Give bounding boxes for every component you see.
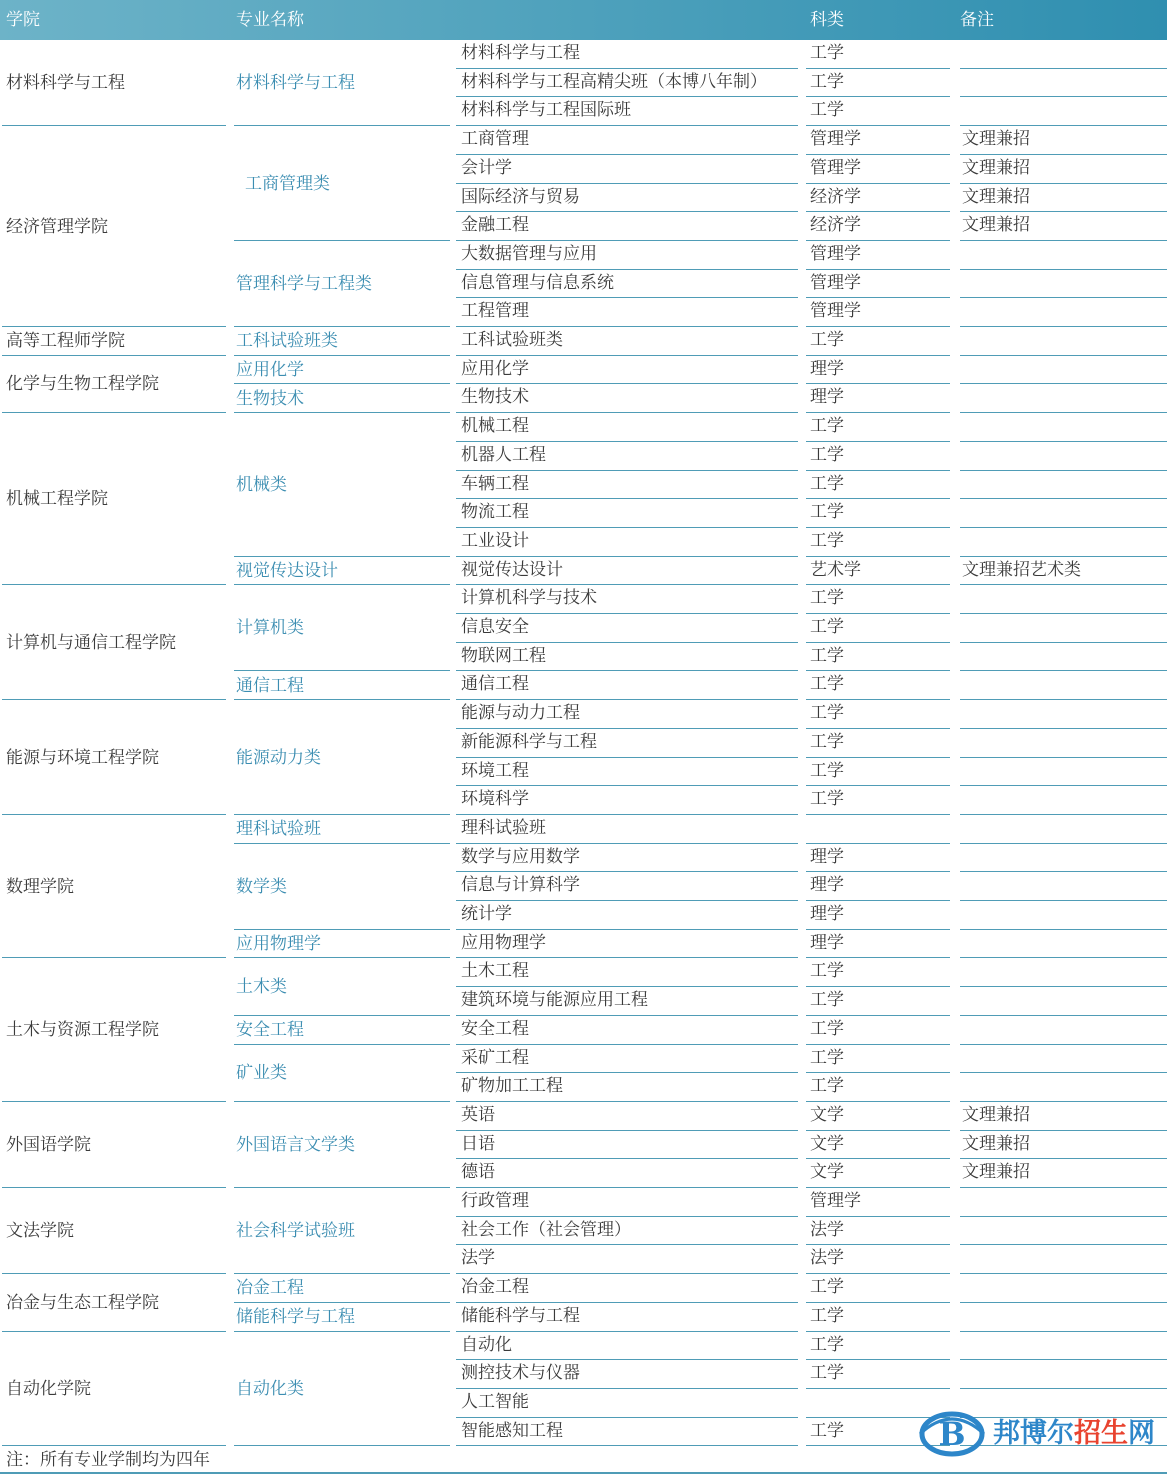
major-group-cell: 社会科学试验班: [236, 1221, 355, 1242]
college-rule: [2, 1331, 226, 1332]
subject-cell: 经济学: [810, 186, 861, 207]
college-cell: 自动化学院: [6, 1378, 91, 1399]
group-rule: [234, 125, 450, 126]
college-cell: 化学与生物工程学院: [6, 374, 159, 395]
remark-row-rule: [960, 68, 1167, 69]
remark-row-rule: [960, 1216, 1167, 1217]
svg-text:B: B: [938, 1415, 966, 1453]
subject-cell: 工学: [810, 1305, 844, 1326]
major-cell: 金融工程: [461, 215, 529, 236]
remark-row-rule: [960, 957, 1167, 958]
subject-cell: 理学: [810, 904, 844, 924]
subject-cell: 理学: [810, 358, 844, 379]
subject-cell: 法学: [810, 1219, 844, 1240]
subject-cell: 工学: [810, 416, 844, 437]
watermark-text: [993, 1416, 1155, 1452]
major-cell: 材料科学与工程: [461, 43, 580, 63]
major-group-cell: 材料科学与工程: [236, 73, 355, 94]
remark-row-rule: [960, 470, 1167, 471]
remark-row-rule: [960, 1359, 1167, 1360]
remark-cell: 文理兼招: [962, 157, 1030, 178]
footer-note: 注：所有专业学制均为四年: [6, 1450, 210, 1470]
major-row-rule: [456, 1445, 798, 1446]
subject-cell: 工学: [810, 1277, 844, 1298]
group-rule: [234, 412, 450, 413]
bottom-rule: [0, 1472, 1167, 1474]
college-cell: 高等工程师学院: [6, 331, 125, 352]
remark-row-rule: [960, 900, 1167, 901]
subject-cell: 管理学: [810, 243, 861, 264]
college-rule: [2, 584, 226, 585]
group-rule: [234, 843, 450, 844]
remark-cell: 文理兼招: [962, 1104, 1030, 1125]
major-cell: 数学与应用数学: [461, 846, 580, 867]
group-rule: [234, 240, 450, 241]
major-cell: 环境工程: [461, 760, 529, 781]
major-cell: 新能源科学与工程: [461, 731, 597, 752]
remark-cell: 文理兼招: [962, 129, 1030, 150]
remark-cell: 文理兼招: [962, 1162, 1030, 1183]
major-cell: 自动化: [461, 1334, 512, 1355]
college-rule: [2, 355, 226, 356]
major-group-cell: 安全工程: [236, 1020, 304, 1041]
remark-row-rule: [960, 1072, 1167, 1073]
major-cell: 计算机科学与技术: [461, 588, 597, 609]
major-cell: 土木工程: [461, 961, 529, 982]
group-rule: [234, 584, 450, 585]
major-cell: 物流工程: [461, 502, 529, 523]
major-group-cell: 自动化类: [236, 1378, 304, 1399]
subject-cell: 工学: [810, 617, 844, 637]
subject-cell: 管理学: [810, 1191, 861, 1211]
subject-cell: 管理学: [810, 157, 861, 178]
remark-row-rule: [960, 1015, 1167, 1016]
major-cell: 工商管理: [461, 129, 529, 150]
major-cell: 机械工程: [461, 416, 529, 437]
major-cell: 冶金工程: [461, 1277, 529, 1298]
remark-row-rule: [960, 1187, 1167, 1188]
remark-row-rule: [960, 1388, 1167, 1389]
remark-row-rule: [960, 441, 1167, 442]
subject-cell: 工学: [810, 1047, 844, 1068]
remark-row-rule: [960, 757, 1167, 758]
major-group-cell: 管理科学与工程类: [236, 273, 372, 294]
subject-cell: 工学: [810, 530, 844, 551]
subject-cell: 法学: [810, 1248, 844, 1269]
subject-cell: 管理学: [810, 272, 861, 293]
major-cell: 材料科学与工程高精尖班（本博八年制）: [461, 71, 767, 92]
major-cell: 日语: [461, 1133, 495, 1154]
major-cell: 社会工作（社会管理）: [461, 1219, 631, 1240]
major-cell: 英语: [461, 1104, 495, 1125]
remark-row-rule: [960, 1044, 1167, 1045]
remark-row-rule: [960, 355, 1167, 356]
major-group-cell: 土木类: [236, 977, 287, 998]
subject-cell: 工学: [810, 760, 844, 781]
subject-cell: 理学: [810, 932, 844, 953]
watermark-part1: 邦博尔: [993, 1418, 1074, 1449]
major-group-cell: 数学类: [236, 876, 287, 897]
remark-row-rule: [960, 642, 1167, 643]
major-cell: 能源与动力工程: [461, 703, 580, 724]
watermark-part3: 网: [1128, 1418, 1155, 1449]
major-row-rule: [456, 1244, 798, 1245]
remark-row-rule: [960, 383, 1167, 384]
subject-cell: 艺术学: [810, 559, 861, 580]
subject-cell: 工学: [810, 961, 844, 982]
major-group-cell: 应用化学: [236, 360, 304, 381]
major-group-cell: 能源动力类: [236, 747, 321, 768]
college-cell: 经济管理学院: [6, 216, 108, 237]
major-cell: 机器人工程: [461, 444, 546, 465]
remark-row-rule: [960, 871, 1167, 872]
subject-cell: 理学: [810, 846, 844, 867]
remark-row-rule: [960, 929, 1167, 930]
subject-cell: 工学: [810, 1018, 844, 1039]
subject-row-rule: [806, 814, 950, 815]
major-group-cell: 生物技术: [236, 388, 304, 409]
major-group-cell: 理科试验班: [236, 819, 321, 840]
subject-cell: 经济学: [810, 215, 861, 236]
major-cell: 材料科学与工程国际班: [461, 100, 631, 121]
group-rule: [234, 1445, 450, 1446]
major-group-cell: 应用物理学: [236, 934, 321, 955]
header-subject: 科类: [810, 10, 844, 30]
major-cell: 信息管理与信息系统: [461, 272, 614, 293]
subject-cell: 工学: [810, 71, 844, 92]
major-cell: 行政管理: [461, 1191, 529, 1211]
subject-cell: 工学: [810, 703, 844, 724]
college-cell: 能源与环境工程学院: [6, 747, 159, 768]
major-row-rule: [456, 1158, 798, 1159]
major-cell: 法学: [461, 1248, 495, 1269]
major-cell: 通信工程: [461, 674, 529, 695]
major-group-cell: 工商管理类: [245, 173, 330, 194]
subject-cell: 工学: [810, 1363, 844, 1384]
major-group-cell: 工科试验班类: [236, 331, 338, 352]
major-cell: 应用化学: [461, 358, 529, 379]
major-cell: 测控技术与仪器: [461, 1363, 580, 1384]
remark-cell: 文理兼招艺术类: [962, 559, 1081, 580]
college-rule: [2, 125, 226, 126]
remark-cell: 文理兼招: [962, 1133, 1030, 1154]
major-cell: 工科试验班类: [461, 330, 563, 350]
major-cell: 安全工程: [461, 1018, 529, 1039]
header-remark: 备注: [960, 10, 994, 30]
major-group-cell: 储能科学与工程: [236, 1307, 355, 1328]
major-cell: 矿物加工工程: [461, 1076, 563, 1097]
watermark-part2: 招生: [1074, 1418, 1128, 1449]
remark-row-rule: [960, 269, 1167, 270]
major-cell: 储能科学与工程: [461, 1305, 580, 1326]
watermark-b-icon: [918, 1410, 988, 1458]
group-rule: [234, 1044, 450, 1045]
major-cell: 工业设计: [461, 530, 529, 551]
remark-cell: 文理兼招: [962, 215, 1030, 236]
major-cell: 智能感知工程: [461, 1420, 563, 1441]
college-rule: [2, 1273, 226, 1274]
major-group-cell: 矿业类: [236, 1063, 287, 1084]
header-major-name: 专业名称: [236, 10, 304, 30]
major-cell: 信息与计算科学: [461, 875, 580, 896]
major-cell: 生物技术: [461, 387, 529, 408]
remark-row-rule: [960, 96, 1167, 97]
college-cell: 材料科学与工程: [6, 73, 125, 94]
subject-cell: 文学: [810, 1162, 844, 1183]
group-rule: [234, 1101, 450, 1102]
college-cell: 数理学院: [6, 876, 74, 897]
college-rule: [2, 1101, 226, 1102]
major-cell: 环境科学: [461, 789, 529, 810]
subject-cell: 工学: [810, 731, 844, 752]
header-college: 学院: [6, 10, 40, 30]
remark-row-rule: [960, 498, 1167, 499]
remark-row-rule: [960, 412, 1167, 413]
major-cell: 工程管理: [461, 301, 529, 322]
major-cell: 视觉传达设计: [461, 559, 563, 580]
group-rule: [234, 1187, 450, 1188]
remark-row-rule: [960, 584, 1167, 585]
college-cell: 计算机与通信工程学院: [6, 632, 176, 653]
subject-cell: 工学: [810, 990, 844, 1011]
major-cell: 应用物理学: [461, 932, 546, 953]
remark-row-rule: [960, 527, 1167, 528]
major-group-cell: 计算机类: [236, 618, 304, 639]
subject-cell: 理学: [810, 387, 844, 408]
subject-cell: 工学: [810, 502, 844, 523]
major-cell: 统计学: [461, 904, 512, 924]
major-group-cell: 通信工程: [236, 675, 304, 696]
remark-row-rule: [960, 297, 1167, 298]
subject-cell: 工学: [810, 1420, 844, 1441]
subject-cell: 管理学: [810, 129, 861, 150]
watermark-logo: [918, 1410, 1158, 1458]
remark-row-rule: [960, 240, 1167, 241]
subject-cell: 理学: [810, 875, 844, 896]
major-cell: 德语: [461, 1162, 495, 1183]
remark-row-rule: [960, 843, 1167, 844]
remark-row-rule: [960, 1302, 1167, 1303]
college-cell: 外国语学院: [6, 1134, 91, 1155]
subject-cell: 管理学: [810, 301, 861, 322]
subject-cell: 工学: [810, 100, 844, 121]
major-cell: 国际经济与贸易: [461, 186, 580, 207]
remark-row-rule: [960, 326, 1167, 327]
college-rule: [2, 1187, 226, 1188]
major-cell: 物联网工程: [461, 645, 546, 666]
remark-row-rule: [960, 1244, 1167, 1245]
remark-row-rule: [960, 1331, 1167, 1332]
subject-cell: 工学: [810, 43, 844, 63]
major-cell: 人工智能: [461, 1391, 529, 1412]
subject-cell: 工学: [810, 1334, 844, 1355]
remark-cell: 文理兼招: [962, 186, 1030, 207]
major-cell: 会计学: [461, 157, 512, 178]
remark-row-rule: [960, 670, 1167, 671]
college-cell: 机械工程学院: [6, 489, 108, 510]
college-cell: 文法学院: [6, 1221, 74, 1242]
group-rule: [234, 957, 450, 958]
major-cell: 信息安全: [461, 617, 529, 637]
remark-row-rule: [960, 699, 1167, 700]
major-cell: 理科试验班: [461, 817, 546, 838]
subject-cell: 工学: [810, 1076, 844, 1097]
remark-row-rule: [960, 1273, 1167, 1274]
subject-cell: 工学: [810, 473, 844, 494]
college-rule: [2, 814, 226, 815]
remark-row-rule: [960, 785, 1167, 786]
major-cell: 建筑环境与能源应用工程: [461, 990, 648, 1011]
subject-cell: 工学: [810, 789, 844, 810]
subject-cell: 工学: [810, 444, 844, 465]
subject-cell: 文学: [810, 1104, 844, 1125]
major-group-cell: 机械类: [236, 474, 287, 495]
remark-row-rule: [960, 613, 1167, 614]
college-rule: [2, 412, 226, 413]
group-rule: [234, 1331, 450, 1332]
major-group-cell: 外国语言文学类: [236, 1134, 355, 1155]
remark-row-rule: [960, 728, 1167, 729]
remark-row-rule: [960, 986, 1167, 987]
subject-row-rule: [806, 1388, 950, 1389]
major-cell: 车辆工程: [461, 473, 529, 494]
major-group-cell: 视觉传达设计: [236, 560, 338, 581]
subject-cell: 工学: [810, 645, 844, 666]
subject-cell: 文学: [810, 1133, 844, 1154]
subject-cell: 工学: [810, 588, 844, 609]
major-row-rule: [456, 1101, 798, 1102]
subject-cell: 工学: [810, 330, 844, 350]
group-rule: [234, 699, 450, 700]
college-rule: [2, 957, 226, 958]
major-group-cell: 冶金工程: [236, 1278, 304, 1299]
major-row-rule: [456, 1130, 798, 1131]
major-cell: 采矿工程: [461, 1047, 529, 1068]
major-cell: 大数据管理与应用: [461, 243, 597, 264]
college-cell: 冶金与生态工程学院: [6, 1292, 159, 1313]
remark-row-rule: [960, 814, 1167, 815]
college-rule: [2, 699, 226, 700]
college-cell: 土木与资源工程学院: [6, 1020, 159, 1041]
subject-cell: 工学: [810, 674, 844, 695]
